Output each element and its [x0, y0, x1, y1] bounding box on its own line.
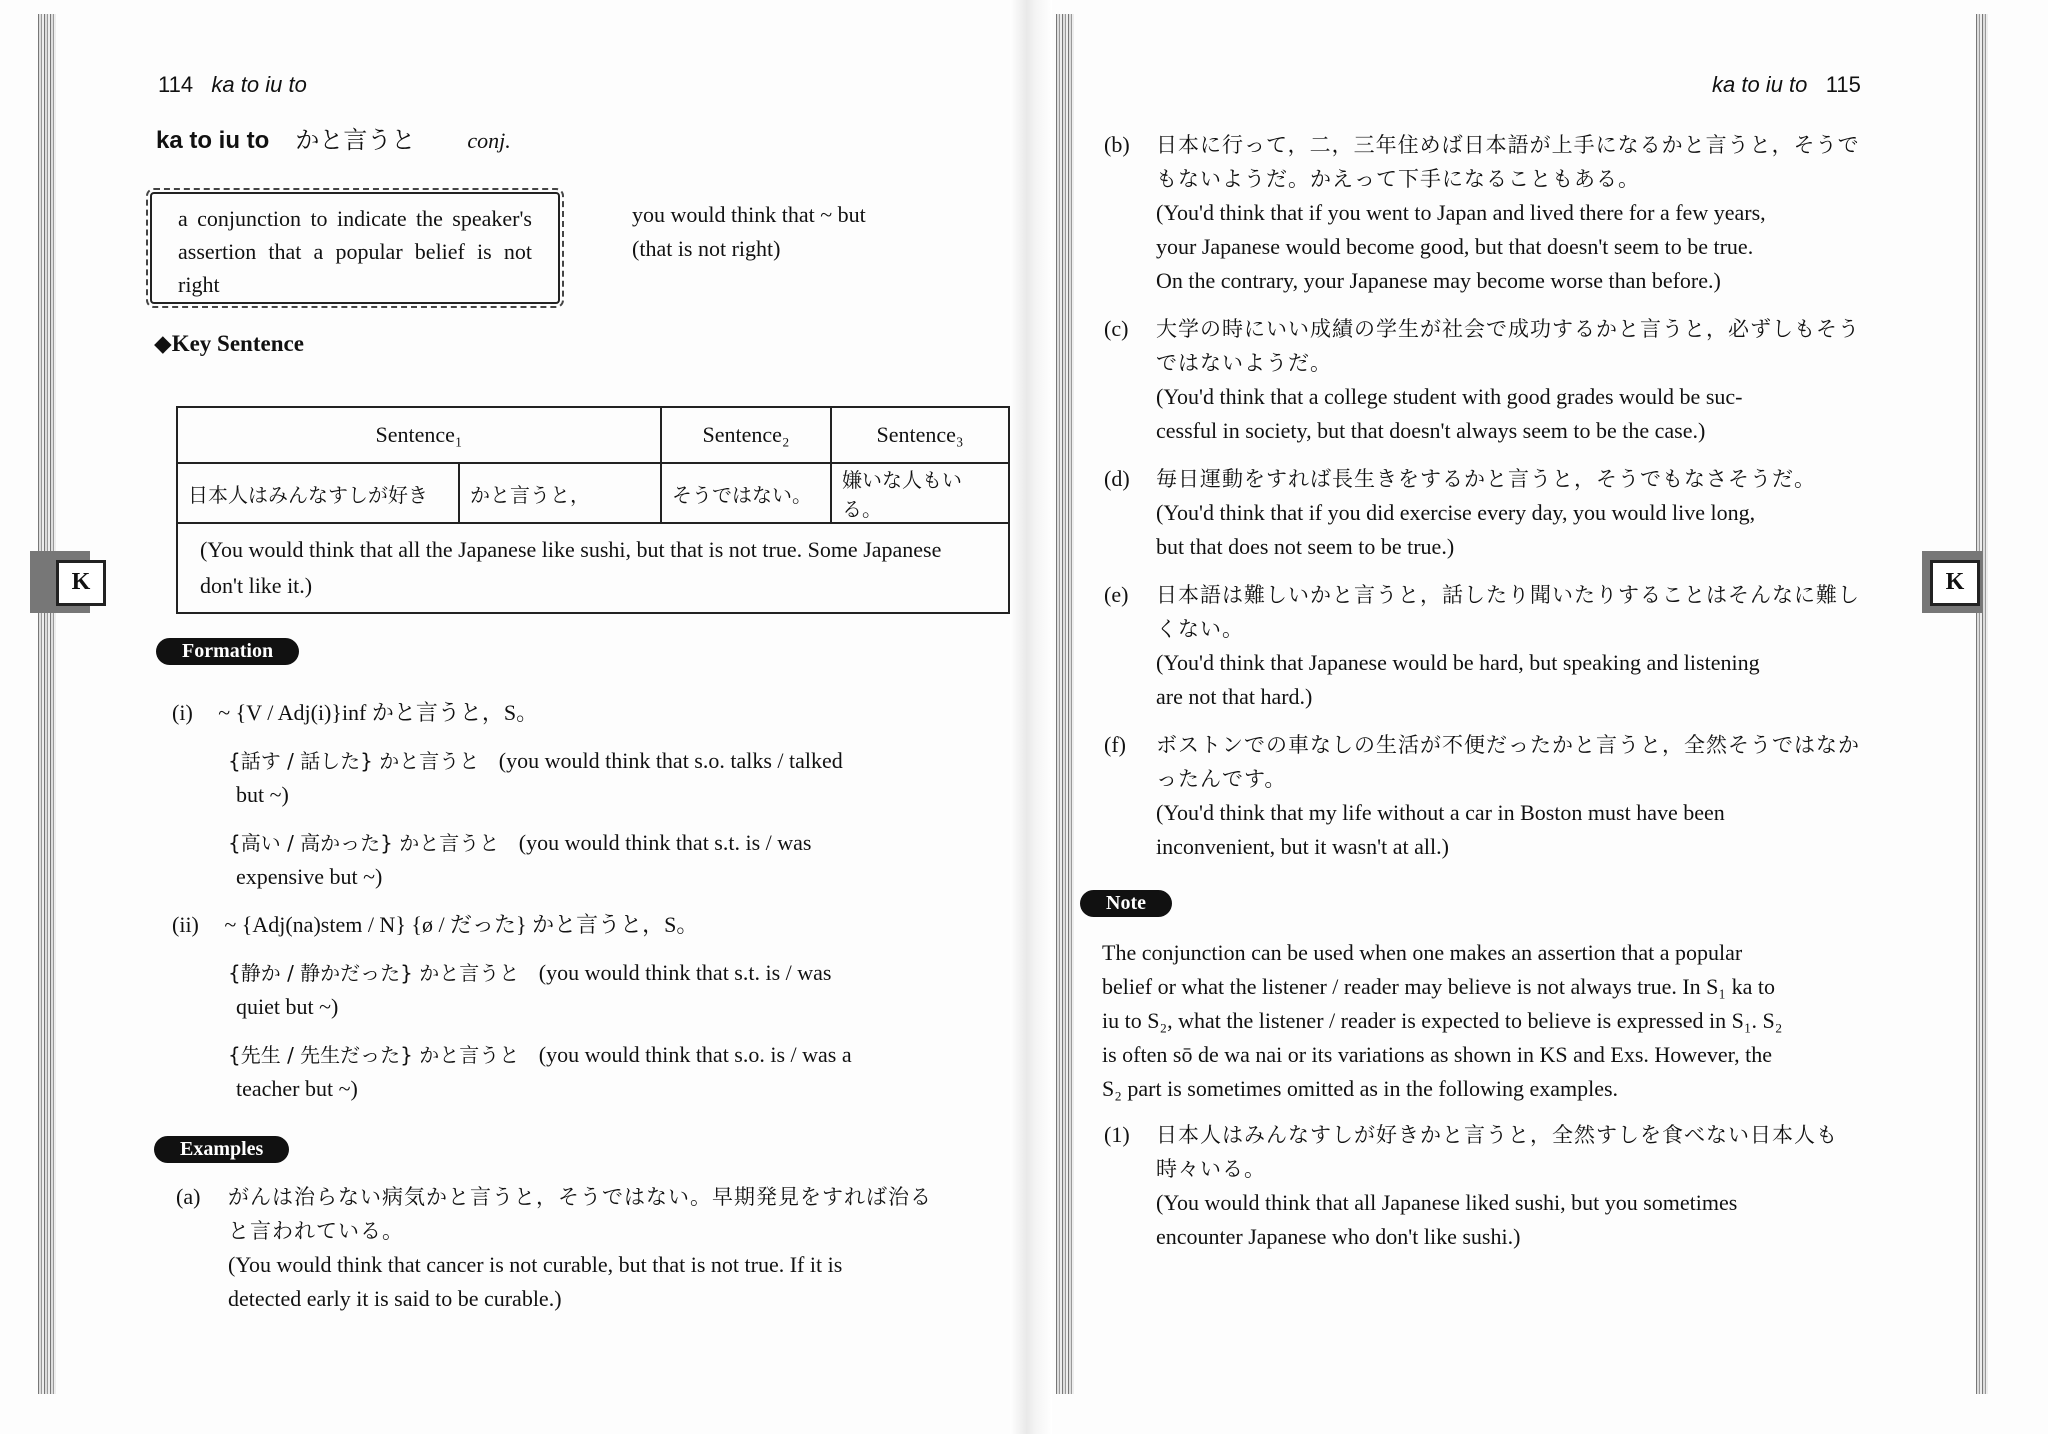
note-line: belief or what the listener / reader may believe is not always true. In S₁ ka to	[1102, 974, 1775, 999]
key-sentence-heading: ◆Key Sentence	[154, 331, 304, 356]
formation-example-en: expensive but ~)	[236, 864, 383, 889]
table-cell: そうではない。	[661, 463, 831, 523]
example-jp: 時々いる。	[1156, 1157, 1266, 1181]
example-b	[1104, 128, 1934, 298]
example-jp: 毎日運動をすれば長生きをするかと言うと，そうでもなさそうだ。	[1156, 467, 1816, 491]
left-page	[0, 0, 1010, 1434]
gloss	[632, 198, 866, 266]
formation-example-en: (you would think that s.t. is / was	[538, 960, 832, 985]
thumb-tab-k: K	[56, 560, 106, 606]
example-en: your Japanese would become good, but that doesn't seem to be true.	[1156, 234, 1754, 259]
formation-pattern: ~ {V / Adj(i)}inf かと言うと，S。	[218, 700, 539, 725]
example-jp: 日本人はみんなすしが好きかと言うと，全然すしを食べない日本人も	[1156, 1123, 1838, 1147]
example-en: (You would think that all Japanese liked sushi, but you sometimes	[1156, 1190, 1738, 1215]
gloss-line: you would think that ~ but	[632, 202, 866, 227]
table-header: Sentence₃	[831, 407, 1009, 463]
examples-label: Examples	[154, 1136, 289, 1163]
formation-example-jp: {話す / 話した} かと言うと	[228, 749, 480, 773]
entry-title-romaji: ka to iu to	[156, 127, 270, 154]
examples-list	[1104, 128, 1934, 864]
formation-example-jp: {高い / 高かった} かと言うと	[228, 831, 500, 855]
example-f	[1104, 728, 1934, 864]
example-a	[176, 1180, 966, 1316]
example-en: but that does not seem to be true.)	[1156, 534, 1455, 559]
example-label: (1)	[1104, 1122, 1130, 1147]
running-head-title: ka to iu to	[211, 72, 307, 97]
formation-example-en: quiet but ~)	[236, 994, 339, 1019]
thumb-tab-k: K	[1930, 560, 1980, 606]
example-en: inconvenient, but it wasn't at all.)	[1156, 834, 1449, 859]
example-jp: ではないようだ。	[1156, 351, 1332, 375]
example-jp: 大学の時にいい成績の学生が社会で成功するかと言うと，必ずしもそう	[1156, 317, 1860, 341]
formation-section	[172, 696, 952, 1106]
example-label: (b)	[1104, 132, 1130, 157]
entry-title	[156, 120, 511, 155]
page-number: 115	[1825, 72, 1861, 97]
page-number: 114	[158, 72, 194, 97]
example-jp: もないようだ。かえって下手になることもある。	[1156, 167, 1640, 191]
formation-example-jp: {静か / 静かだった} かと言うと	[228, 961, 520, 985]
formation-example-en: but ~)	[236, 782, 289, 807]
note-label: Note	[1080, 890, 1172, 917]
example-c	[1104, 312, 1934, 448]
example-en: (You'd think that a college student with good grades would be suc-	[1156, 384, 1743, 409]
example-jp: 日本に行って，二，三年住めば日本語が上手になるかと言うと，そうで	[1156, 133, 1860, 157]
example-en: (You'd think that my life without a car in Boston must have been	[1156, 800, 1725, 825]
example-jp: ボストンでの車なしの生活が不便だったかと言うと，全然そうではなか	[1156, 733, 1860, 757]
example-label: (a)	[176, 1184, 201, 1209]
example-d	[1104, 462, 1934, 564]
formation-example-en: (you would think that s.o. is / was a	[538, 1042, 852, 1067]
example-en: encounter Japanese who don't like sushi.)	[1156, 1224, 1521, 1249]
note-line: S₂ part is sometimes omitted as in the following examples.	[1102, 1076, 1619, 1101]
table-header: Sentence₂	[661, 407, 831, 463]
example-label: (c)	[1104, 316, 1129, 341]
table-cell: 嫌いな人もいる。	[831, 463, 1009, 523]
example-en: cessful in society, but that doesn't always seem to be the case.)	[1156, 418, 1706, 443]
definition-text: a conjunction to indicate the speaker's assertion that a popular belief is not right	[178, 206, 532, 297]
gloss-line: (that is not right)	[632, 236, 781, 261]
entry-title-jp: かと言うと	[295, 126, 416, 154]
example-jp: 日本語は難しいかと言うと，話したり聞いたりすることはそんなに難し	[1156, 583, 1860, 607]
example-en: (You'd think that if you did exercise every day, you would live long,	[1156, 500, 1756, 525]
example-en: (You'd think that if you went to Japan and lived there for a few years,	[1156, 200, 1766, 225]
example-en: On the contrary, your Japanese may become worse than before.)	[1156, 268, 1721, 293]
formation-label: Formation	[156, 638, 299, 665]
example-label: (f)	[1104, 732, 1126, 757]
running-header	[158, 72, 307, 98]
table-translation: (You would think that all the Japanese like sushi, but that is not true. Some Japanese don't like it.)	[177, 523, 1009, 613]
formation-index: (ii)	[172, 912, 199, 937]
page-edge	[38, 14, 56, 1394]
formation-example-jp: {先生 / 先生だった} かと言うと	[228, 1043, 520, 1067]
example-e	[1104, 578, 1934, 714]
right-page	[1052, 0, 2048, 1434]
key-sentence-table	[176, 406, 1010, 614]
example-en: detected early it is said to be curable.)	[228, 1286, 562, 1311]
example-label: (e)	[1104, 582, 1129, 607]
example-jp: と言われている。	[228, 1219, 404, 1243]
formation-example-en: (you would think that s.o. talks / talked	[498, 748, 843, 773]
example-en: (You would think that cancer is not curable, but that is not true. If it is	[228, 1252, 843, 1277]
definition-box	[150, 192, 560, 304]
example-jp: がんは治らない病気かと言うと，そうではない。早期発見をすれば治る	[228, 1185, 932, 1209]
note-line: is often sō de wa nai or its variations as shown in KS and Exs. However, the	[1102, 1042, 1773, 1067]
example-1	[1104, 1118, 1986, 1254]
note-line: iu to S₂, what the listener / reader is expected to believe is expressed in S₁. S₂	[1102, 1008, 1783, 1033]
example-label: (d)	[1104, 466, 1130, 491]
book-spine	[1010, 0, 1052, 1434]
note-line: The conjunction can be used when one makes an assertion that a popular	[1102, 940, 1743, 965]
formation-pattern: ~ {Adj(na)stem / N} {ø / だった} かと言うと，S。	[224, 912, 699, 937]
example-jp: くない。	[1156, 617, 1244, 641]
note-text	[1102, 936, 1938, 1106]
page-edge	[1056, 14, 1074, 1394]
table-cell: かと言うと，	[459, 463, 661, 523]
example-en: are not that hard.)	[1156, 684, 1313, 709]
formation-index: (i)	[172, 700, 193, 725]
example-jp: ったんです。	[1156, 767, 1287, 791]
table-header: Sentence₁	[177, 407, 661, 463]
running-header	[1712, 72, 1861, 98]
example-en: (You'd think that Japanese would be hard, but speaking and listening	[1156, 650, 1760, 675]
part-of-speech: conj.	[467, 128, 511, 153]
running-head-title: ka to iu to	[1712, 72, 1808, 97]
formation-example-en: teacher but ~)	[236, 1076, 358, 1101]
table-cell: 日本人はみんなすしが好き	[177, 463, 459, 523]
formation-example-en: (you would think that s.t. is / was	[518, 830, 812, 855]
